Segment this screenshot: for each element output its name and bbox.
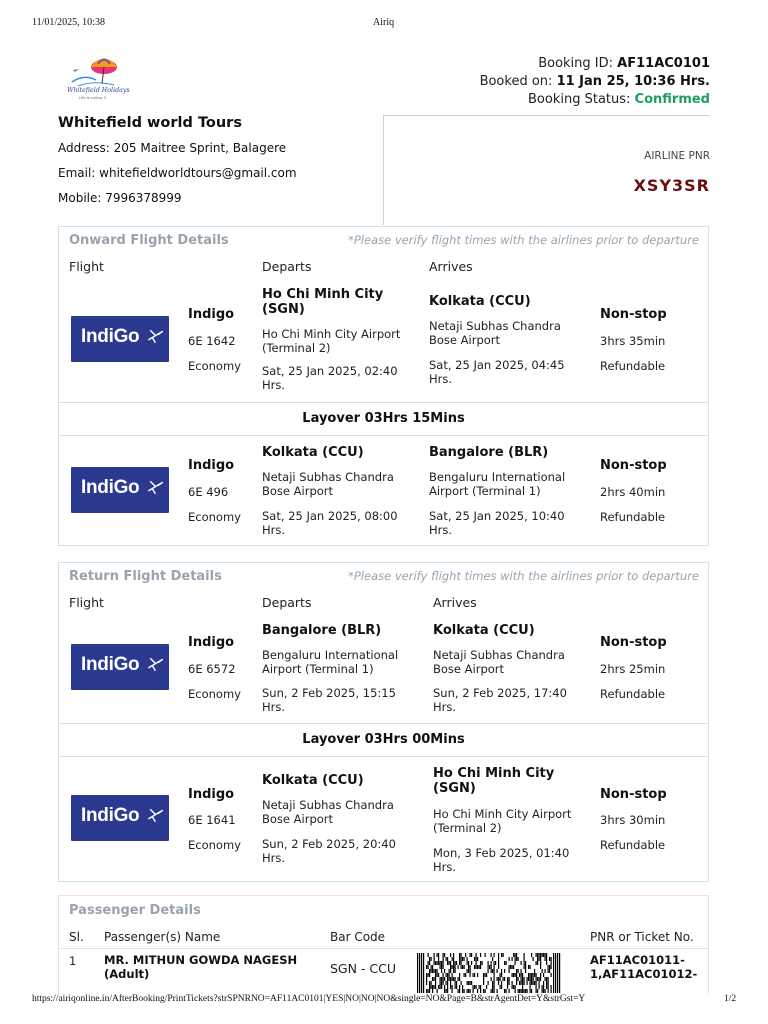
- print-page-number: 1/2: [724, 994, 737, 1004]
- airline-pnr-box: [384, 115, 710, 225]
- cabin-class: Economy: [188, 838, 241, 852]
- agency-mobile: Mobile: 7996378999: [58, 191, 182, 205]
- arrival-city: Bangalore (BLR): [429, 445, 549, 460]
- booking-status-label: Booking Status:: [528, 92, 631, 107]
- logo-text: IndiGo: [81, 326, 140, 347]
- flight-number: 6E 1642: [188, 334, 236, 348]
- fare-type: Refundable: [600, 838, 666, 852]
- col-departs-header: Departs: [262, 595, 312, 610]
- return-flight-section: [58, 562, 709, 882]
- fare-type: Refundable: [600, 687, 666, 701]
- logo-text: IndiGo: [81, 654, 140, 675]
- cabin-class: Economy: [188, 510, 241, 524]
- onward-verify-note: *Please verify flight times with the airlines prior to departure: [348, 233, 699, 247]
- return-verify-note: *Please verify flight times with the airlines prior to departure: [348, 569, 699, 583]
- return-layover: Layover 03Hrs 00Mins: [59, 723, 708, 757]
- pnr-header: PNR or Ticket No.: [590, 930, 694, 944]
- passenger-ticket: AF11AC01011- 1,AF11AC01012-: [590, 953, 698, 981]
- arrival-time: Sun, 2 Feb 2025, 17:40 Hrs.: [433, 686, 567, 714]
- onward-flight-section: [58, 226, 709, 546]
- arrival-city: Kolkata (CCU): [429, 294, 531, 309]
- col-flight-header: Flight: [69, 595, 104, 610]
- ticket-barcode: [417, 953, 561, 993]
- flight-segment: [59, 758, 708, 881]
- barcode-header: Bar Code: [330, 930, 386, 944]
- col-departs-header: Departs: [262, 259, 312, 274]
- departure-time: Sun, 2 Feb 2025, 15:15 Hrs.: [262, 686, 396, 714]
- passenger-row: [59, 948, 708, 981]
- booking-id: AF11AC0101: [617, 56, 710, 71]
- indigo-logo: [71, 316, 169, 362]
- arrival-time: Sat, 25 Jan 2025, 04:45 Hrs.: [429, 358, 565, 386]
- departure-time: Sun, 2 Feb 2025, 20:40 Hrs.: [262, 837, 396, 865]
- plane-icon: [147, 806, 165, 824]
- departure-city: Kolkata (CCU): [262, 445, 364, 460]
- departure-airport: Ho Chi Minh City Airport (Terminal 2): [262, 327, 401, 355]
- flight-segment: [59, 283, 708, 403]
- stops: Non-stop: [600, 787, 667, 802]
- agency-name: Whitefield world Tours: [58, 115, 242, 131]
- departure-airport: Netaji Subhas Chandra Bose Airport: [262, 798, 394, 826]
- logo-text: IndiGo: [81, 805, 140, 826]
- airline-pnr-label: AIRLINE PNR: [644, 150, 710, 162]
- col-arrives-header: Arrives: [429, 259, 473, 274]
- print-url: https://airiqonline.in/AfterBooking/PrintTickets?strSPNRNO=AF11AC0101|YES|NO|NO|NO&single=NO&Page=B&strAgentDet=Y&strGst=Y: [32, 994, 586, 1004]
- arrival-time: Sat, 25 Jan 2025, 10:40 Hrs.: [429, 509, 565, 537]
- departure-city: Ho Chi Minh City (SGN): [262, 287, 384, 317]
- booked-on-label: Booked on:: [479, 74, 553, 89]
- airline-name: Indigo: [188, 787, 235, 802]
- duration: 2hrs 25min: [600, 662, 666, 676]
- stops: Non-stop: [600, 635, 667, 650]
- airline-name: Indigo: [188, 458, 235, 473]
- arrival-time: Mon, 3 Feb 2025, 01:40 Hrs.: [433, 846, 570, 874]
- return-section-title: Return Flight Details: [69, 569, 222, 584]
- logo-text: IndiGo: [81, 477, 140, 498]
- plane-icon: [147, 478, 165, 496]
- sl-header: Sl.: [69, 930, 84, 944]
- fare-type: Refundable: [600, 510, 666, 524]
- onward-layover: Layover 03Hrs 15Mins: [59, 402, 708, 436]
- airline-name: Indigo: [188, 307, 235, 322]
- cabin-class: Economy: [188, 359, 241, 373]
- logo-name: Whitefield Holidays: [67, 87, 130, 94]
- fare-type: Refundable: [600, 359, 666, 373]
- indigo-logo: [71, 644, 169, 690]
- plane-icon: [147, 655, 165, 673]
- departure-time: Sat, 25 Jan 2025, 02:40 Hrs.: [262, 364, 398, 392]
- duration: 3hrs 35min: [600, 334, 666, 348]
- company-logo: [64, 52, 136, 102]
- duration: 2hrs 40min: [600, 485, 666, 499]
- passenger-sl: 1: [69, 954, 77, 968]
- arrival-airport: Ho Chi Minh City Airport (Terminal 2): [433, 807, 572, 835]
- booking-id-label: Booking ID:: [538, 56, 614, 71]
- print-datetime: 11/01/2025, 10:38: [32, 17, 105, 28]
- arrival-city: Kolkata (CCU): [433, 623, 535, 638]
- flight-number: 6E 496: [188, 485, 229, 499]
- passenger-name: MR. MITHUN GOWDA NAGESH (Adult): [104, 953, 298, 981]
- departure-airport: Netaji Subhas Chandra Bose Airport: [262, 470, 394, 498]
- arrival-airport: Netaji Subhas Chandra Bose Airport: [429, 319, 561, 347]
- airline-name: Indigo: [188, 635, 235, 650]
- airline-pnr-value: XSY3SR: [633, 176, 710, 195]
- departure-time: Sat, 25 Jan 2025, 08:00 Hrs.: [262, 509, 398, 537]
- flight-number: 6E 6572: [188, 662, 236, 676]
- departure-airport: Bengaluru International Airport (Terminal 1): [262, 648, 399, 676]
- departure-city: Kolkata (CCU): [262, 773, 364, 788]
- arrival-city: Ho Chi Minh City (SGN): [433, 766, 555, 796]
- print-title: Airiq: [373, 17, 395, 28]
- passenger-route: SGN - CCU: [330, 961, 397, 976]
- indigo-logo: [71, 795, 169, 841]
- passenger-section-title: Passenger Details: [69, 903, 201, 918]
- flight-segment: [59, 437, 708, 545]
- agency-details: [58, 115, 384, 225]
- cabin-class: Economy: [188, 687, 241, 701]
- arrival-airport: Netaji Subhas Chandra Bose Airport: [433, 648, 565, 676]
- agency-address: Address: 205 Maitree Sprint, Balagere: [58, 141, 287, 155]
- onward-section-title: Onward Flight Details: [69, 233, 229, 248]
- passenger-section: [58, 895, 709, 995]
- col-arrives-header: Arrives: [433, 595, 477, 610]
- booked-on: 11 Jan 25, 10:36 Hrs.: [556, 74, 710, 89]
- stops: Non-stop: [600, 307, 667, 322]
- stops: Non-stop: [600, 458, 667, 473]
- departure-city: Bangalore (BLR): [262, 623, 382, 638]
- plane-icon: [147, 327, 165, 345]
- indigo-logo: [71, 467, 169, 513]
- agency-email: Email: whitefieldworldtours@gmail.com: [58, 166, 297, 180]
- booking-status: Confirmed: [634, 92, 710, 107]
- flight-number: 6E 1641: [188, 813, 236, 827]
- booking-info: [480, 55, 710, 109]
- flight-segment: [59, 619, 708, 724]
- arrival-airport: Bengaluru International Airport (Terminal 1): [429, 470, 566, 498]
- name-header: Passenger(s) Name: [104, 930, 221, 944]
- duration: 3hrs 30min: [600, 813, 666, 827]
- col-flight-header: Flight: [69, 259, 104, 274]
- logo-tagline: Life is calling !!: [79, 96, 107, 100]
